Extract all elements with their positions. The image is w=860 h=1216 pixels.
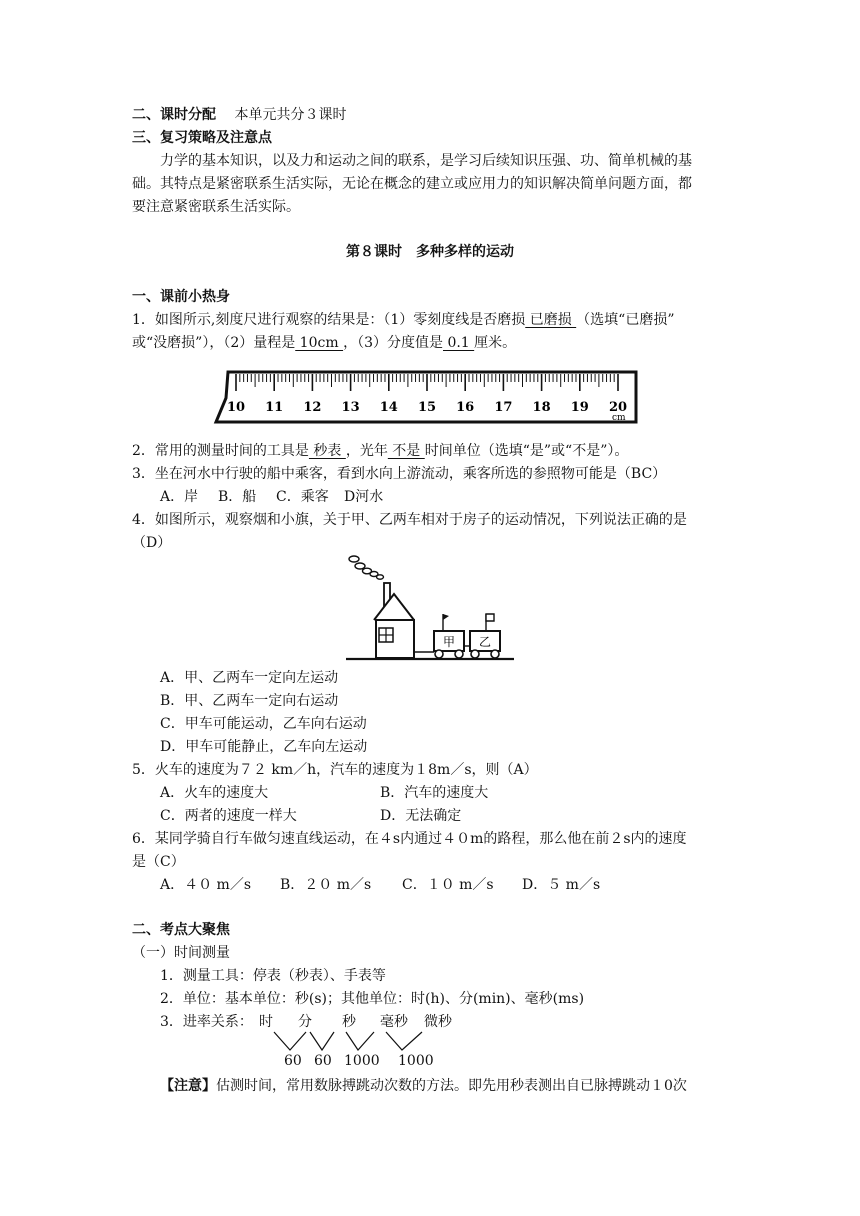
q5-option-c: C．两者的速度一样大	[160, 808, 297, 824]
q5-option-b: B．汽车的速度大	[380, 785, 489, 801]
ruler-label: 11	[265, 400, 284, 415]
q3-text: 3．坐在河水中行驶的船中乘客，看到水向上游流动，乘客所选的参照物可能是（BC）	[132, 466, 667, 482]
ruler-label: 18	[532, 400, 551, 415]
car-yi	[470, 614, 500, 658]
conversion-lines	[270, 1030, 450, 1052]
section-3-para-line2: 础。其特点是紧密联系生活实际，无论在概念的建立或应用力的知识解决简单问题方面，都	[132, 176, 692, 192]
ruler-unit: cm	[612, 413, 626, 423]
unit-millisecond: 毫秒	[380, 1014, 408, 1030]
ruler-figure	[212, 364, 640, 426]
q4-line2: （D）	[132, 535, 172, 551]
section-3-para-line3: 要注意紧密联系生活实际。	[132, 199, 300, 215]
q4-option-d: D．甲车可能静止，乙车向左运动	[160, 739, 368, 755]
q1-text-e: 厘米。	[474, 335, 517, 351]
section-3-para-line1: 力学的基本知识，以及力和运动之间的联系，是学习后续知识压强、功、简单机械的基	[160, 153, 692, 169]
q6-option-a: A．４０ m／s	[160, 877, 252, 893]
q2-answer-1: 秒表	[308, 443, 346, 459]
unit-hour: 时	[259, 1014, 273, 1030]
ruler-label: 13	[341, 400, 360, 415]
section-2-line	[132, 105, 346, 125]
lesson-title: 第８课时 多种多样的运动	[346, 244, 514, 260]
ruler-label: 16	[456, 400, 475, 415]
q2-text-c: 时间单位（选填“是”或“不是”）。	[424, 443, 629, 459]
q3-option-a: A．岸	[160, 489, 199, 505]
section-2-text: 本单元共分３课时	[234, 107, 347, 123]
q4-line1: 4．如图所示，观察烟和小旗，关于甲、乙两车相对于房子的运动情况，下列说法正确的是	[132, 512, 687, 528]
section-3-heading: 三、复习策略及注意点	[132, 130, 272, 146]
q1-answer-1: 已磨损	[525, 312, 577, 328]
q3-option-d: D河水	[344, 489, 384, 505]
note-text: 估测时间，常用数脉搏跳动次数的方法。即先用秒表测出自已脉搏跳动１0次	[216, 1078, 687, 1094]
ruler-label: 15	[417, 400, 437, 415]
house-roof	[374, 594, 414, 620]
q1-answer-3: 0.1	[443, 335, 475, 351]
q1-text-d: ，（3）分度值是	[343, 335, 443, 351]
ruler-label: 10	[226, 400, 246, 415]
ruler-label: 17	[494, 400, 513, 415]
q1-line1	[132, 310, 675, 330]
focus-sub-time: （一）时间测量	[132, 945, 230, 961]
smoke	[349, 556, 384, 579]
q5-option-d: D．无法确定	[380, 808, 462, 824]
q2-text-a: 2．常用的测量时间的工具是	[132, 443, 309, 459]
q1-text-b: （选填“已磨损”	[576, 312, 675, 328]
factor-ms-us: 1000	[398, 1053, 434, 1069]
ruler-label: 12	[303, 400, 322, 415]
q5-text: 5．火车的速度为７２ km／h，汽车的速度为１8m／s，则（A）	[132, 762, 538, 778]
q6-line1: 6．某同学骑自行车做匀速直线运动，在４s内通过４０m的路程，那么他在前２s内的速度	[132, 831, 687, 847]
ruler-label: 20	[608, 400, 628, 415]
q4-option-a: A．甲、乙两车一定向左运动	[160, 670, 339, 686]
ruler-label: 14	[379, 400, 398, 415]
q4-option-b: B．甲、乙两车一定向右运动	[160, 693, 339, 709]
note-tag: 【注意】	[160, 1078, 216, 1094]
q2-line	[132, 441, 628, 461]
q5-option-a: A．火车的速度大	[160, 785, 269, 801]
factor-min-s: 60	[314, 1053, 332, 1069]
q2-text-b: ，光年	[345, 443, 388, 459]
q1-line2	[132, 333, 516, 353]
house-cars-figure	[346, 554, 516, 666]
q6-option-d: D．５ m／s	[522, 877, 601, 893]
car-jia	[434, 614, 464, 658]
focus-heading: 二、考点大聚焦	[132, 922, 230, 938]
warmup-heading: 一、课前小热身	[132, 289, 230, 305]
ruler-label: 19	[570, 400, 589, 415]
unit-minute: 分	[298, 1014, 312, 1030]
note-line	[160, 1076, 687, 1096]
car-jia-flag	[443, 614, 449, 620]
factor-s-ms: 1000	[344, 1053, 380, 1069]
q6-option-b: B．２０ m／s	[280, 877, 372, 893]
car-yi-flag	[486, 614, 494, 621]
unit-microsecond: 微秒	[424, 1014, 452, 1030]
q2-answer-2: 不是	[387, 443, 425, 459]
factor-h-min: 60	[284, 1053, 302, 1069]
q1-text-a: 1．如图所示,刻度尺进行观察的结果是：（1）零刻度线是否磨损	[132, 312, 526, 328]
q6-option-c: C．１０ m／s	[402, 877, 494, 893]
q6-line2: 是（C）	[132, 854, 185, 870]
q1-answer-2: 10cm	[295, 335, 344, 351]
focus-item-2: 2．单位：基本单位：秒(s)；其他单位：时(h)、分(min)、毫秒(ms)	[160, 991, 585, 1007]
q3-option-b: B．船	[218, 489, 257, 505]
car-jia-label: 甲	[443, 635, 456, 649]
unit-second: 秒	[342, 1014, 356, 1030]
car-yi-label: 乙	[479, 635, 492, 649]
q4-option-c: C．甲车可能运动，乙车向右运动	[160, 716, 367, 732]
section-2-heading: 二、课时分配	[132, 107, 216, 123]
house-body	[376, 620, 414, 658]
q3-option-c: C．乘客	[276, 489, 329, 505]
focus-item-3-label: 3．进率关系：	[160, 1014, 253, 1030]
focus-item-1: 1．测量工具：停表（秒表）、手表等	[160, 968, 386, 984]
q1-text-c: 或“没磨损”），（2）量程是	[132, 335, 296, 351]
